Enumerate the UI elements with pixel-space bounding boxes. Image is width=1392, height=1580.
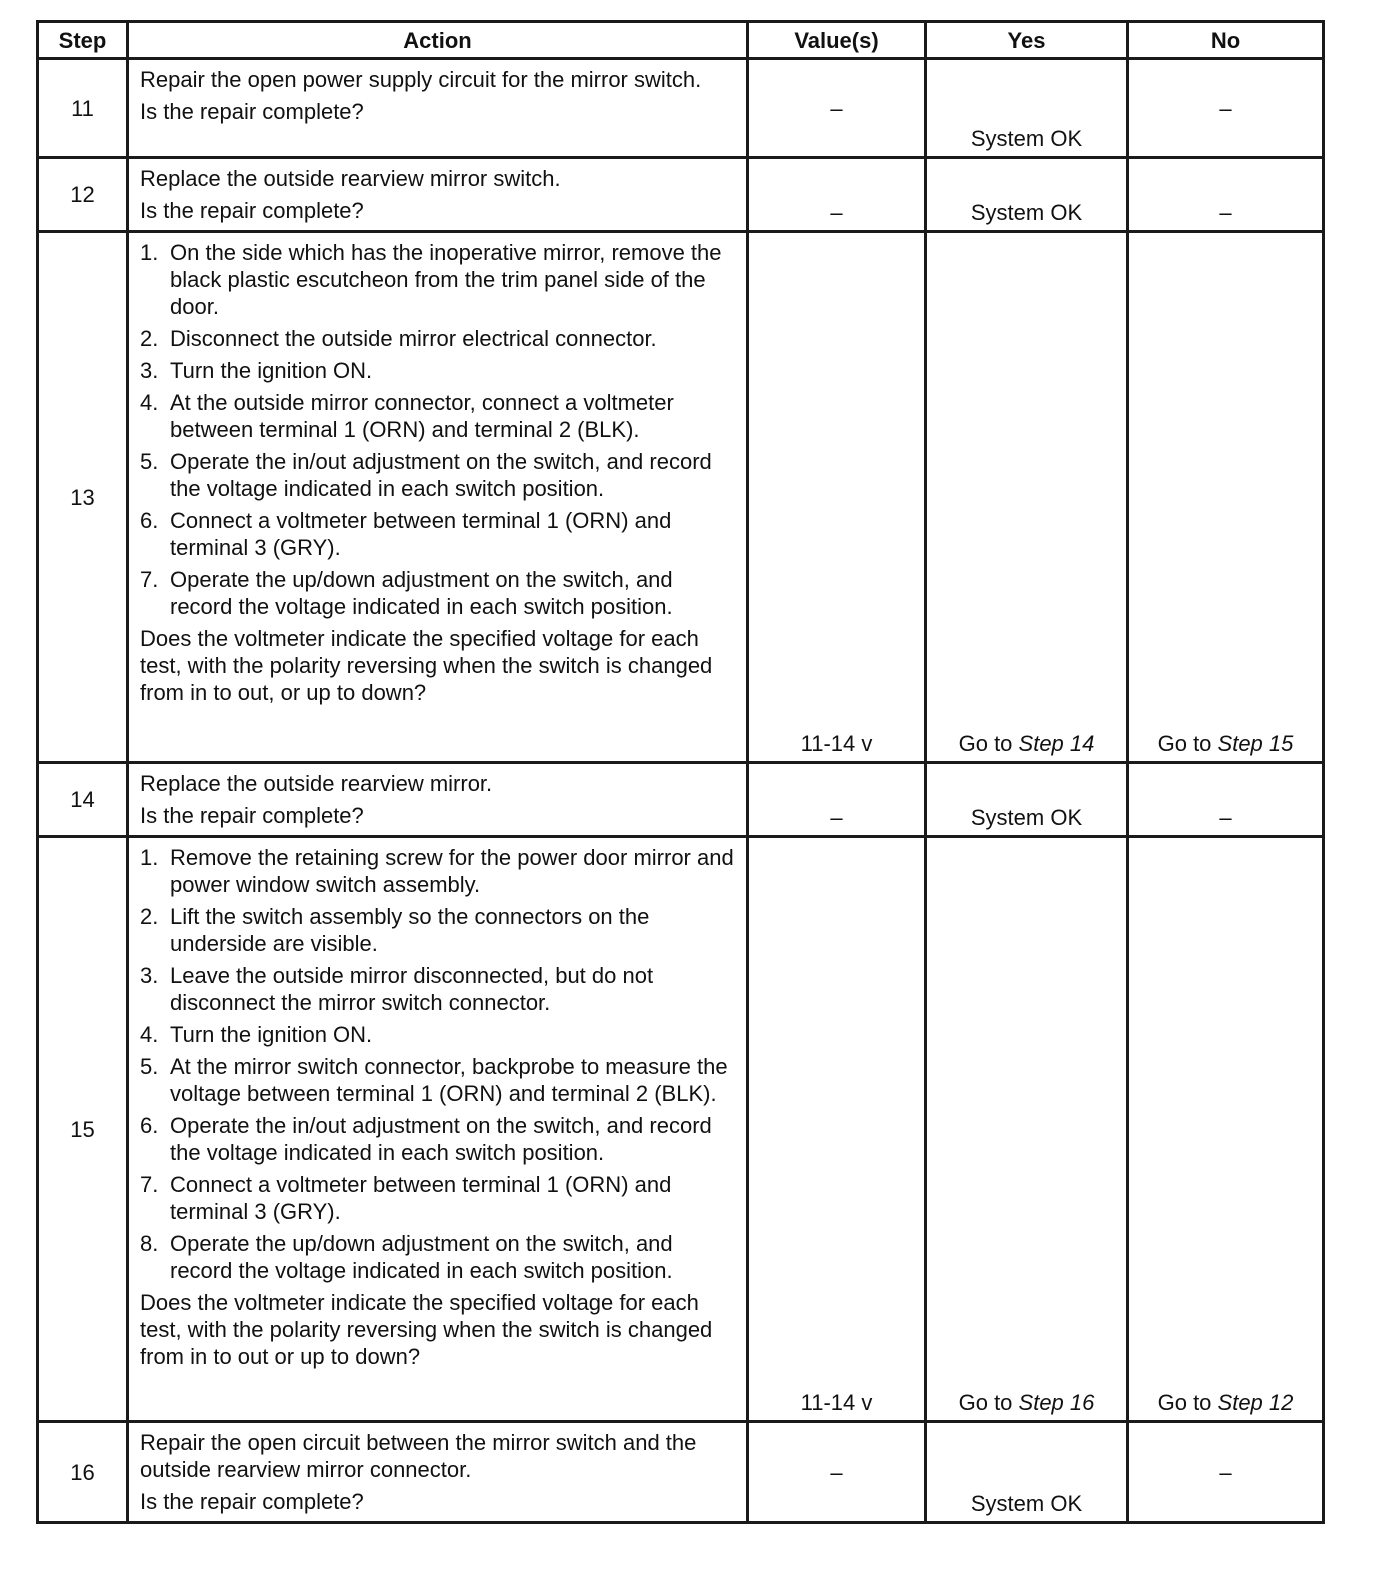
list-item: 6. Connect a voltmeter between terminal 1 (ORN) and terminal 3 (GRY).: [140, 508, 672, 560]
table-row-step-15: [38, 837, 1324, 1422]
yes-cell: Go to Step 16: [926, 837, 1128, 1422]
list-item: 1. On the side which has the inoperative mirror, remove the black plastic escutcheon from the trim panel side of the door.: [140, 240, 722, 319]
table-row-step-14: [38, 763, 1324, 837]
no-cell: –: [1128, 158, 1324, 232]
yes-cell: System OK: [926, 158, 1128, 232]
list-item: 5. At the mirror switch connector, backprobe to measure the voltage between terminal 1 (ORN) and terminal 2 (BLK).: [140, 1054, 728, 1106]
header-action: Action: [128, 22, 748, 59]
action-cell: [128, 158, 748, 232]
header-no: No: [1128, 22, 1324, 59]
value-cell: –: [748, 158, 926, 232]
action-cell: [128, 1422, 748, 1523]
procedure-list: [140, 844, 738, 1284]
list-item: 3. Turn the ignition ON.: [140, 358, 373, 383]
list-item: 5. Operate the in/out adjustment on the switch, and record the voltage indicated in each switch position.: [140, 449, 712, 501]
action-cell: [128, 837, 748, 1422]
action-question: Does the voltmeter indicate the specified voltage for each test, with the polarity reversing when the switch is changed from in to out, or up to down?: [140, 626, 713, 705]
step-number: 12: [38, 158, 128, 232]
value-cell: 11-14 v: [748, 837, 926, 1422]
list-item: 3. Leave the outside mirror disconnected, but do not disconnect the mirror switch connector.: [140, 963, 654, 1015]
list-item: 7. Operate the up/down adjustment on the switch, and record the voltage indicated in each switch position.: [140, 567, 673, 619]
yes-cell: System OK: [926, 1422, 1128, 1523]
action-text: Repair the open power supply circuit for the mirror switch.: [140, 67, 702, 92]
action-cell: [128, 763, 748, 837]
value-cell: 11-14 v: [748, 232, 926, 763]
value-cell: –: [748, 59, 926, 158]
step-number: 15: [38, 837, 128, 1422]
list-item: 4. Turn the ignition ON.: [140, 1022, 373, 1047]
table-row-step-13: [38, 232, 1324, 763]
action-cell: [128, 232, 748, 763]
action-text: Replace the outside rearview mirror.: [140, 771, 493, 796]
step-number: 13: [38, 232, 128, 763]
table-row-step-16: [38, 1422, 1324, 1523]
header-step: Step: [38, 22, 128, 59]
header-yes: Yes: [926, 22, 1128, 59]
goto-step-link: Step 14: [1018, 731, 1095, 756]
list-item: 6. Operate the in/out adjustment on the switch, and record the voltage indicated in each switch position.: [140, 1113, 712, 1165]
table-row-step-12: [38, 158, 1324, 232]
value-cell: –: [748, 1422, 926, 1523]
yes-cell: System OK: [926, 59, 1128, 158]
value-cell: –: [748, 763, 926, 837]
diagnostic-table: [36, 20, 1325, 1524]
yes-cell: Go to Step 14: [926, 232, 1128, 763]
goto-step-link: Step 16: [1018, 1390, 1095, 1415]
no-cell: Go to Step 12: [1128, 837, 1324, 1422]
action-text: Repair the open circuit between the mirror switch and the outside rearview mirror connector.: [140, 1430, 697, 1482]
list-item: 2. Disconnect the outside mirror electrical connector.: [140, 326, 657, 351]
action-text: Replace the outside rearview mirror switch.: [140, 166, 561, 191]
header-row: [38, 22, 1324, 59]
no-cell: Go to Step 15: [1128, 232, 1324, 763]
procedure-list: [140, 239, 738, 620]
goto-step-link: Step 12: [1217, 1390, 1294, 1415]
no-cell: –: [1128, 59, 1324, 158]
step-number: 11: [38, 59, 128, 158]
action-cell: [128, 59, 748, 158]
action-question: Is the repair complete?: [140, 99, 364, 124]
step-number: 14: [38, 763, 128, 837]
no-cell: –: [1128, 763, 1324, 837]
list-item: 8. Operate the up/down adjustment on the switch, and record the voltage indicated in each switch position.: [140, 1231, 673, 1283]
action-question: Is the repair complete?: [140, 1489, 364, 1514]
list-item: 7. Connect a voltmeter between terminal 1 (ORN) and terminal 3 (GRY).: [140, 1172, 672, 1224]
step-number: 16: [38, 1422, 128, 1523]
goto-step-link: Step 15: [1217, 731, 1294, 756]
table-row-step-11: [38, 59, 1324, 158]
list-item: 1. Remove the retaining screw for the power door mirror and power window switch assembly.: [140, 845, 734, 897]
action-question: Is the repair complete?: [140, 803, 364, 828]
action-question: Does the voltmeter indicate the specified voltage for each test, with the polarity reversing when the switch is changed from in to out or up to down?: [140, 1290, 713, 1369]
action-question: Is the repair complete?: [140, 198, 364, 223]
header-values: Value(s): [748, 22, 926, 59]
list-item: 2. Lift the switch assembly so the connectors on the underside are visible.: [140, 904, 650, 956]
no-cell: –: [1128, 1422, 1324, 1523]
yes-cell: System OK: [926, 763, 1128, 837]
list-item: 4. At the outside mirror connector, connect a voltmeter between terminal 1 (ORN) and terminal 2 (BLK).: [140, 390, 674, 442]
